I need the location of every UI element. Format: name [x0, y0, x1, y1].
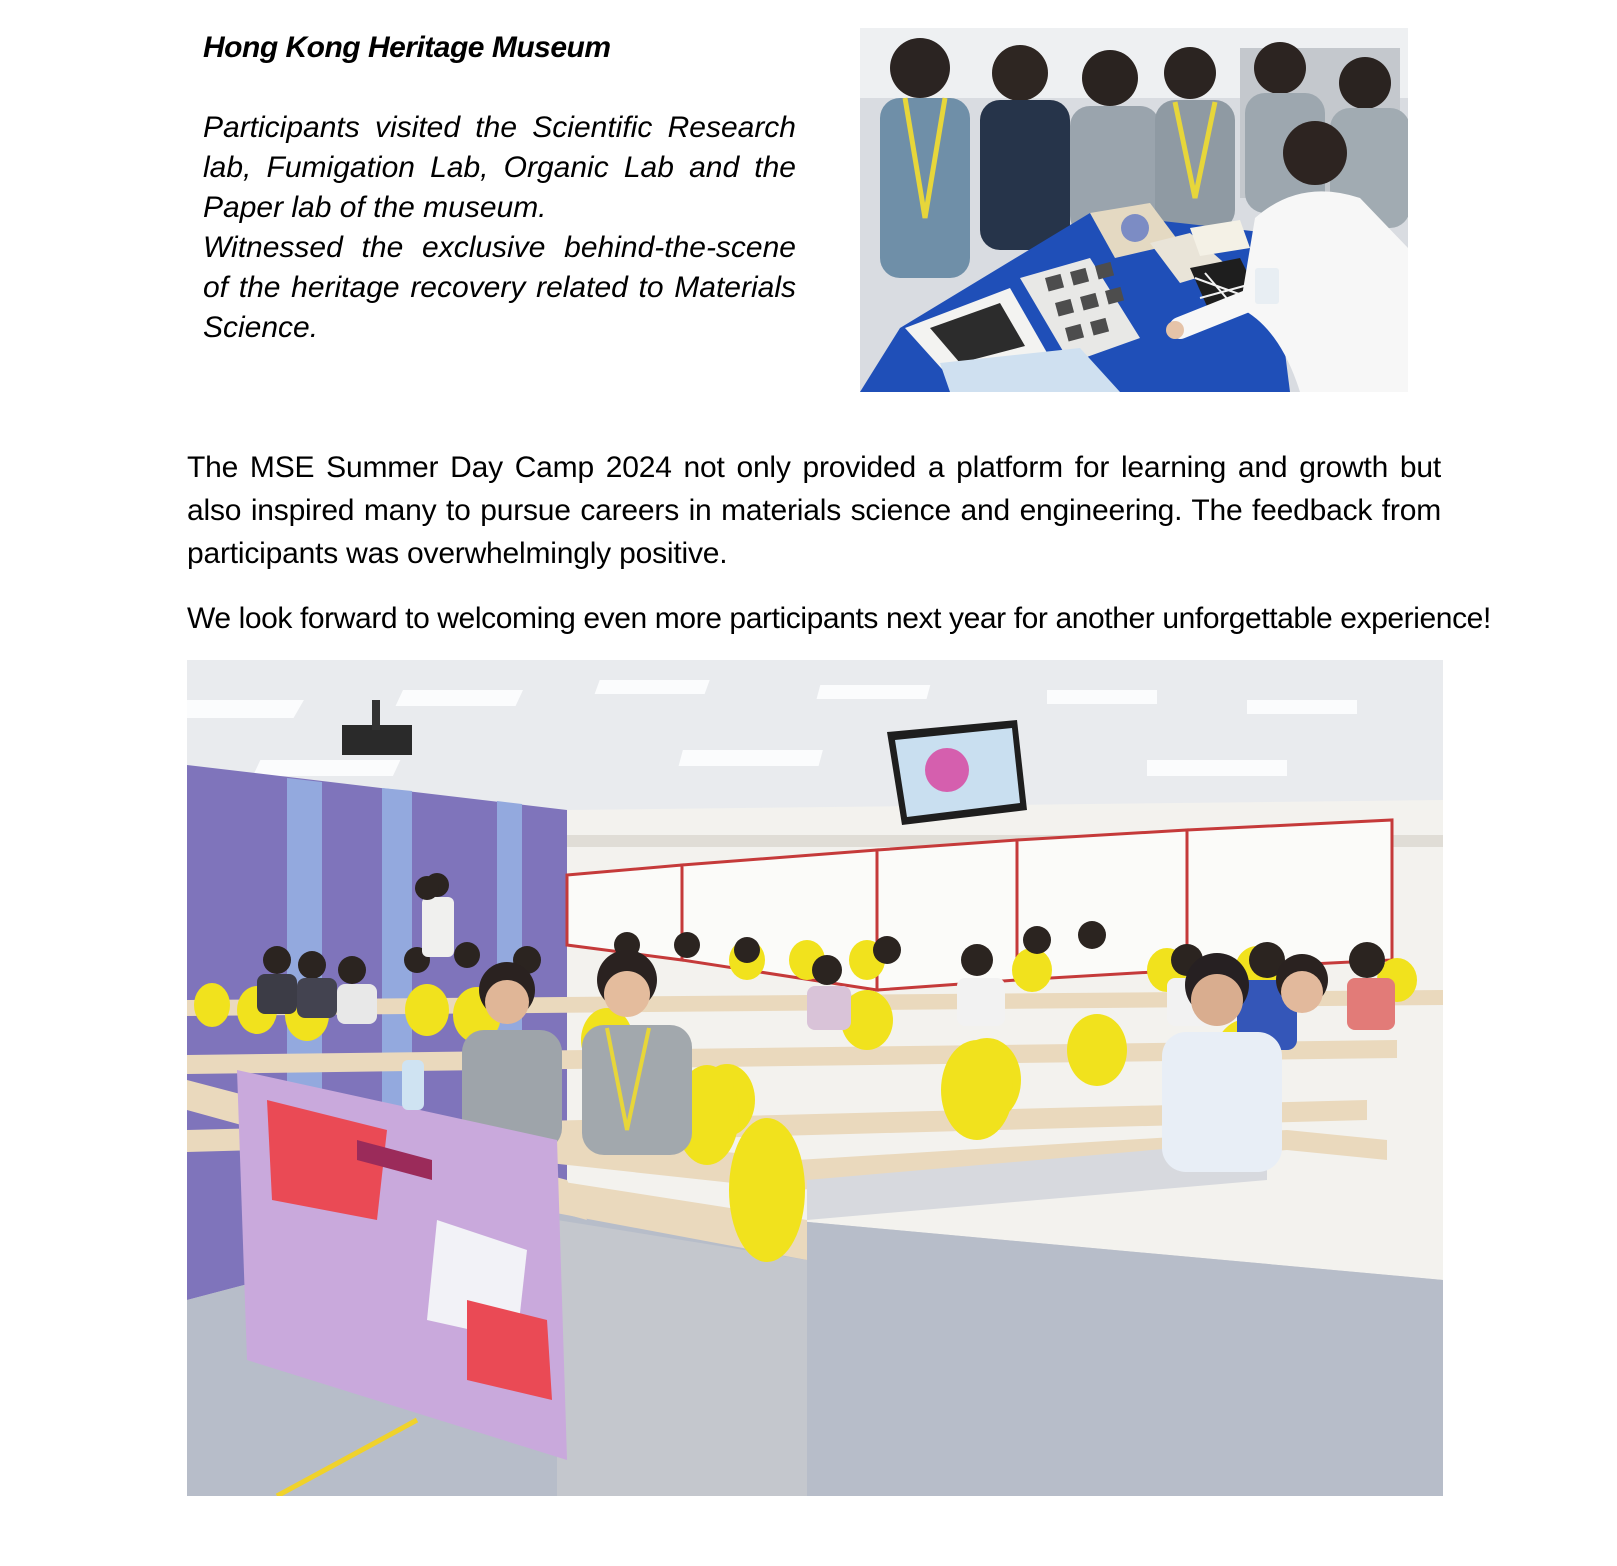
section-heading: Hong Kong Heritage Museum: [203, 31, 611, 64]
lab-visit-photo: [860, 28, 1408, 392]
classroom-group-photo: [187, 660, 1443, 1496]
closing-paragraph-feedback: The MSE Summer Day Camp 2024 not only provided a platform for learning and growth but also inspired many to pursue careers in materials science and engineering. The feedback from participants was overwhelmingly positive.: [187, 451, 1441, 570]
classroom-photo-illustration: [187, 660, 1443, 1496]
lab-photo-illustration: [860, 28, 1408, 392]
closing-paragraph-forward: We look forward to welcoming even more participants next year for another unforgettable experience!: [187, 602, 1491, 635]
museum-description: [203, 108, 796, 348]
museum-paragraph-witnessed: Witnessed the exclusive behind-the-scene of the heritage recovery related to Materials Science.: [203, 231, 796, 344]
museum-paragraph-visits: Participants visited the Scientific Research lab, Fumigation Lab, Organic Lab and the Paper lab of the museum.: [203, 111, 796, 224]
